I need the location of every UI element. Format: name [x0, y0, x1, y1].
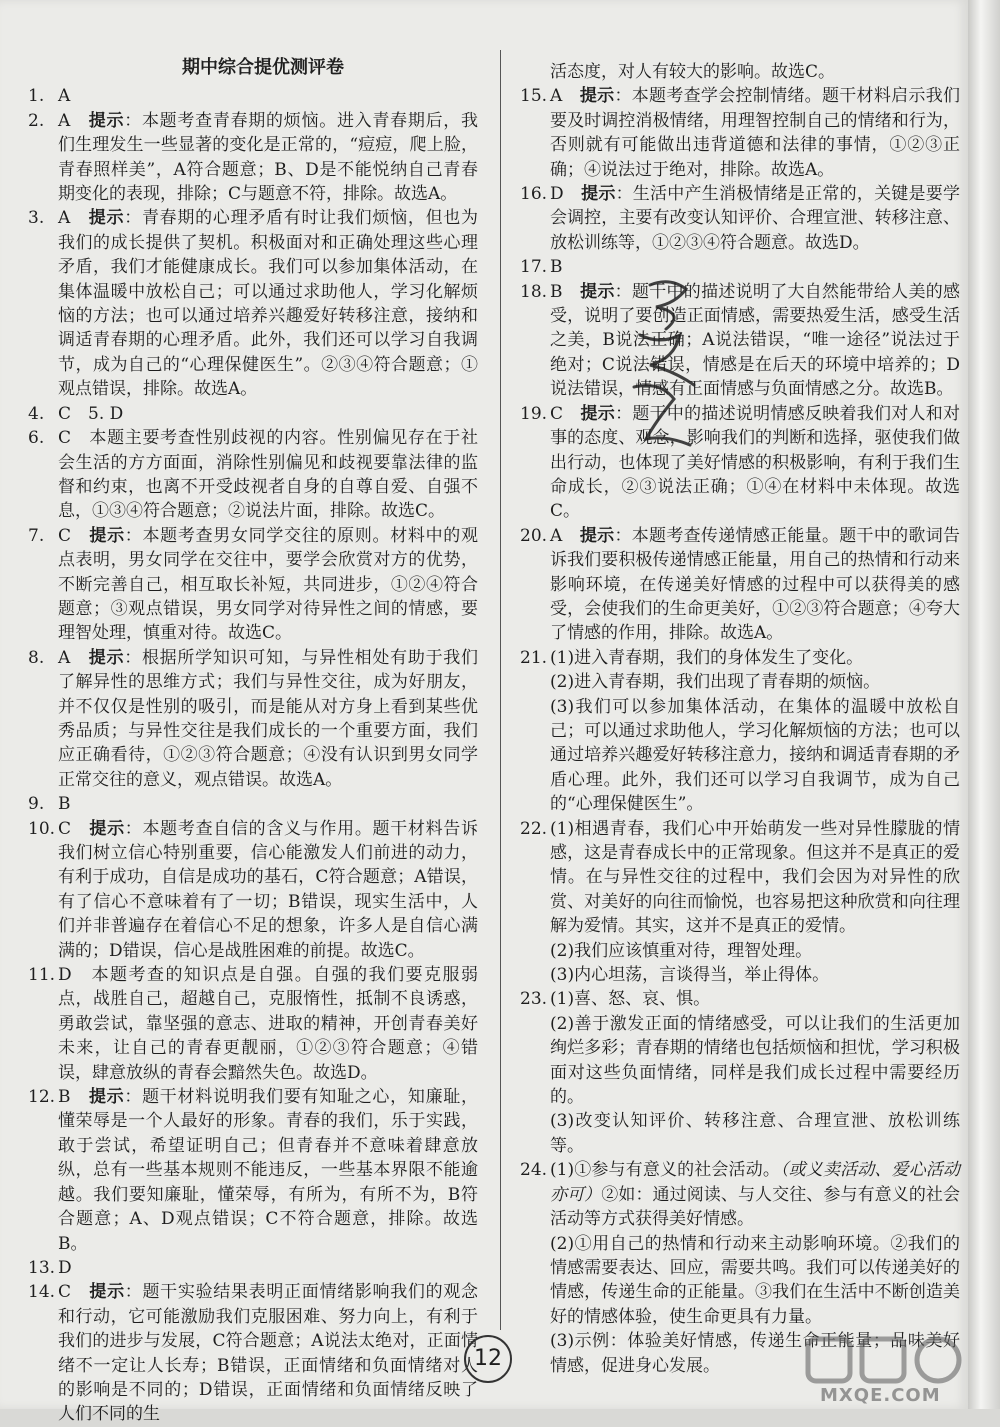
hint-label: 提示: [88, 1087, 125, 1108]
answer-content: A: [58, 86, 71, 107]
hint-label: 提示: [89, 525, 125, 546]
answer-item: [28, 1085, 478, 1256]
hint-label: 提示: [88, 208, 125, 229]
answer-text: [550, 280, 960, 402]
answer-text: [58, 206, 478, 401]
answer-item: [520, 524, 960, 646]
answer-number: 1.: [28, 86, 45, 107]
answer-text: [58, 109, 478, 207]
answer-content-cont: ②如：通过阅读、与人交往、参与有意义的社会活动等方式获得美好情感。: [550, 1184, 961, 1230]
answer-text: [58, 817, 478, 963]
answer-item: [520, 182, 960, 255]
answer-item: [520, 817, 960, 939]
answer-choice: D: [550, 184, 564, 205]
hint-label: 提示: [580, 403, 616, 424]
answer-subpart: (2)善于激发正面的情绪感受，可以让我们的生活更加绚烂多彩；青春期的情绪也包括烦恼和担忧，学习积极面对这些负面情绪，同样是我们成长过程中需要经历的。: [550, 1013, 960, 1108]
hint-label: 提示: [89, 818, 125, 839]
hint-label: 提示: [579, 86, 615, 107]
answer-item: [520, 987, 960, 1011]
handwritten-note: （或义卖活动、爱心活动亦可）: [550, 1160, 960, 1205]
answer-number: 22.: [520, 818, 548, 839]
answer-subpart: (3)示例：体验美好情感，传递生命正能量；品味美好情感，促进身心发展。: [550, 1331, 960, 1376]
answer-text: [550, 84, 960, 182]
answer-choice: A: [550, 86, 563, 107]
answer-text: [550, 817, 960, 939]
hint-label: 提示: [581, 184, 616, 205]
answer-item: [28, 1280, 478, 1426]
answer-number: 14.: [28, 1282, 56, 1303]
answer-number: 3.: [28, 208, 45, 229]
answer-text: [550, 255, 960, 279]
answer-subpart: (2)①用自己的热情和行动来主动影响环境。②我们的情感需要表达、回应，需要共鸣。我们可以传递美好的情感，传递生命的正能量。③我们在生活中不断创造美好的情感体验，使生命更具有力量。: [550, 1233, 960, 1327]
answer-text: [58, 792, 478, 816]
hint-label: 提示: [88, 647, 125, 668]
answer-number: 7.: [28, 525, 45, 546]
answer-choice: B: [550, 281, 563, 302]
answer-content: (1)进入青春期，我们的身体发生了变化。: [550, 647, 864, 668]
answer-number: 15.: [520, 86, 548, 107]
answer-choice: C: [58, 818, 72, 839]
answer-text: [550, 60, 960, 84]
answer-number: 11.: [28, 965, 56, 986]
hint-label: 提示: [579, 525, 615, 546]
answer-text: [550, 646, 960, 670]
answer-text: [58, 646, 478, 792]
answer-number: 8.: [28, 647, 45, 668]
answer-number: [520, 60, 550, 84]
answer-number: 19.: [520, 403, 548, 424]
answer-choice: A: [58, 110, 71, 131]
answer-item: [28, 84, 478, 108]
answer-text: [58, 402, 478, 426]
answer-content: D 本题考查的知识点是自强。自强的我们要克服弱点，战胜自己，超越自己，克服惰性，抵制不良诱惑，勇敢尝试，靠坚强的意志、进取的精神，开创青春美好未来，让自己的青春更靓丽，①②③符合题意；④错误，肆意放纵的青春会黯然失色。故选D。: [58, 965, 478, 1083]
answer-choice: A: [550, 525, 563, 546]
hint-text: ：根据所学知识可知，与异性相处有助于我们了解异性的思维方式；我们与异性交往，成为好朋友，并不仅仅是性别的吸引，而是能从对方身上看到某些优秀品质；与异性交往是我们成长的一个重要方面，我们应正确看待，①②③符合题意；④没有认识到男女同学正常交往的意义，观点错误。故选A。: [58, 647, 479, 790]
answer-content: C 本题主要考查性别歧视的内容。性别偏见存在于社会生活的方方面面，消除性别偏见和歧视要靠法律的监督和约束，也离不开受歧视者自身的自尊自爱、自强不息，①③④符合题意；②说法片面，排除。故选C。: [58, 428, 478, 522]
answer-content: C 5. D: [58, 403, 124, 424]
hint-text: ：本题考查学会控制情绪。题干材料启示我们要及时调控消极情绪，用理智控制自己的情绪和行为，否则就有可能做出违背道德和法律的事情，①②③正确；④说法过于绝对，排除。故选A。: [550, 86, 961, 180]
answer-number: 21.: [520, 647, 548, 668]
hint-text: ：题干实验结果表明正面情绪影响我们的观念和行动，它可能激励我们克服困难、努力向上，有利于我们的进步与发展，C符合题意；A说法太绝对，正面情绪不一定让人长寿；B错误，正面情绪和负面情绪对人的影响是不同的；D错误，正面情绪和负面情绪反映了人们不同的生: [58, 1282, 479, 1425]
answer-text: [550, 182, 960, 255]
hint-text: ：生活中产生消极情绪是正常的，关键是要学会调控，主要有改变认知评价、合理宣泄、转移注意、放松训练等，①②③④符合题意。故选D。: [550, 184, 961, 253]
answer-text: [58, 1085, 478, 1256]
column-divider: [500, 50, 501, 1330]
answer-text: [550, 1158, 960, 1231]
hint-text: ：题干中的描述说明了大自然能带给人美的感受，说明了要创造正面情感，需要热爱生活，感受生活之美，B说法正确；A说法错误，“唯一途径”说法过于绝对；C说法错误，情感是在后天的环境中培养的；D说法错误，情感有正面情感与负面情感之分。故选B。: [550, 281, 961, 400]
hint-text: ：青春期的心理矛盾有时让我们烦恼，但也为我们的成长提供了契机。积极面对和正确处理这些心理矛盾，我们才能健康成长。我们可以参加集体活动，在集体温暖中放松自己；可以通过求助他人，学习化解烦恼的方法；也可以通过培养兴趣爱好转移注意，接纳和调适青春期的心理矛盾。此外，我们还可以学习自我调节，成为自己的“心理保健医生”。②③④符合题意；①观点错误，排除。故选A。: [58, 208, 479, 400]
hint-label: 提示: [89, 1282, 125, 1303]
answer-item: [520, 255, 960, 279]
answer-number: 4.: [28, 403, 45, 424]
answer-text: [58, 84, 478, 108]
hint-text: ：题干材料说明我们要有知耻之心，知廉耻，懂荣辱是一个人最好的形象。青春的我们，乐于实践，敢于尝试，希望证明自己；但青春并不意味着肆意放纵，总有一些基本规则不能违反，一些基本界限不能逾越。我们要知廉耻，懂荣辱，有所为，有所不为，B符合题意；A、D观点错误；C不符合题意，排除。故选B。: [58, 1087, 479, 1254]
answer-content: D: [58, 1257, 72, 1278]
answer-item: [28, 206, 478, 401]
page-binding-edge: [968, 0, 1000, 1409]
answer-item: [520, 646, 960, 670]
answer-text: [550, 524, 960, 646]
answer-number: 17.: [520, 257, 548, 278]
answer-subpart: (2)我们应该慎重对待，理智处理。: [550, 940, 813, 961]
page-number: 12: [464, 1335, 512, 1383]
answer-text: [58, 1280, 478, 1426]
answer-item: [520, 1158, 960, 1231]
hint-label: 提示: [88, 110, 125, 131]
answer-content: B: [58, 794, 71, 815]
answer-text: [550, 402, 960, 524]
answer-item: [28, 402, 478, 426]
answer-text: [58, 963, 478, 1085]
hint-text: ：题干中的描述说明情感反映着我们对人和对事的态度、观念，影响我们的判断和选择，驱使我们做出行动，也体现了美好情感的积极影响，有利于我们生命成长，②③说法正确；①④在材料中未体现。故选C。: [550, 403, 961, 522]
hint-text: ：本题考查传递情感正能量。题干中的歌词告诉我们要积极传递情感正能量，用自己的热情和行动来影响环境，在传递美好情感的过程中可以获得美的感受，会使我们的生命更美好，①②③符合题意；④夸大了情感的作用，排除。故选A。: [550, 525, 961, 644]
answer-choice: C: [550, 403, 564, 424]
hint-text: ：本题考查青春期的烦恼。进入青春期后，我们生理发生一些显著的变化是正常的，“痘痘，爬上脸，青春照样美”，A符合题意；B、D是不能悦纳自己青春期变化的表现，排除；C与题意不符，排除。故选A。: [58, 110, 479, 205]
watermark-site: MXQE.COM: [820, 1385, 941, 1406]
answer-item: [28, 1256, 478, 1280]
answer-number: 10.: [28, 818, 56, 839]
page-title: 期中综合提优测评卷: [182, 57, 344, 78]
answer-text: [58, 524, 478, 646]
answer-choice: A: [58, 208, 71, 229]
answer-content: (1)相遇青春，我们心中开始萌发一些对异性朦胧的情感，这是青春成长中的正常现象。但这并不是真正的爱情。在与异性交往的过程中，我们会因为对异性的欣赏、对美好的向往而愉悦，也容易把这种欣赏和向往理解为爱情。其实，这并不是真正的爱情。: [550, 818, 960, 937]
answer-choice: B: [58, 1087, 71, 1108]
answer-number: 18.: [520, 281, 548, 302]
answer-subpart: (3)改变认知评价、转移注意、合理宣泄、放松训练等。: [550, 1111, 960, 1156]
answer-number: 13.: [28, 1257, 56, 1278]
answer-choice: A: [58, 647, 71, 668]
answer-content: (1)①参与有意义的社会活动。: [550, 1160, 781, 1181]
answer-item: [520, 280, 960, 402]
answer-number: 12.: [28, 1087, 56, 1108]
answer-item: [520, 402, 960, 524]
answer-content: B: [550, 257, 563, 278]
answer-number: 16.: [520, 184, 548, 205]
answer-number: 24.: [520, 1160, 548, 1181]
answer-number: 23.: [520, 989, 548, 1010]
answer-number: 20.: [520, 525, 548, 546]
answer-text: [58, 426, 478, 524]
answer-item: [520, 84, 960, 182]
right-column: [520, 60, 960, 1378]
hint-text: ：本题考查男女同学交往的原则。材料中的观点表明，男女同学在交往中，要学会欣赏对方的优势，不断完善自己，相互取长补短，共同进步，①②④符合题意；③观点错误，男女同学对待异性之间的情感，要理智处理，慎重对待。故选C。: [58, 525, 479, 644]
answer-choice: C: [58, 525, 72, 546]
answer-item: [28, 646, 478, 792]
hint-text: ：本题考查自信的含义与作用。题干材料告诉我们树立信心特别重要，信心能激发人们前进的动力，有利于成功，自信是成功的基石，C符合题意；A错误，有了信心不意味着有了一切；B错误，现实生活中，人们并非普遍存在着信心不足的想象，许多人是自信心满满的；D错误，信心是战胜困难的前提。故选C。: [58, 818, 479, 961]
answer-item: [28, 817, 478, 963]
answer-item: [520, 60, 960, 84]
answer-subpart: (2)进入青春期，我们出现了青春期的烦恼。: [550, 672, 881, 693]
answer-number: 9.: [28, 794, 45, 815]
left-column: [28, 56, 478, 1427]
hint-label: 提示: [580, 281, 615, 302]
answer-number: 6.: [28, 428, 45, 449]
answer-item: [28, 792, 478, 816]
answer-item: [28, 524, 478, 646]
answer-content: (1)喜、怒、哀、惧。: [550, 989, 711, 1010]
answer-text: [550, 987, 960, 1011]
answer-subpart: (3)我们可以参加集体活动，在集体的温暖中放松自己；可以通过求助他人，学习化解烦恼的方法；也可以通过培养兴趣爱好转移注意力，接纳和调适青春期的矛盾心理。此外，我们还可以学习自我调节，成为自己的“心理保健医生”。: [550, 696, 960, 815]
answer-item: [28, 109, 478, 207]
answer-content: 活态度，对人有较大的影响。故选C。: [550, 62, 836, 82]
answer-number: 2.: [28, 110, 45, 131]
answer-item: [28, 963, 478, 1085]
answer-choice: C: [58, 1282, 72, 1303]
handwritten-scribble: [620, 275, 730, 465]
answer-text: [58, 1256, 478, 1280]
answer-item: [28, 426, 478, 524]
answer-subpart: (3)内心坦荡，言谈得当，举止得体。: [550, 965, 830, 986]
